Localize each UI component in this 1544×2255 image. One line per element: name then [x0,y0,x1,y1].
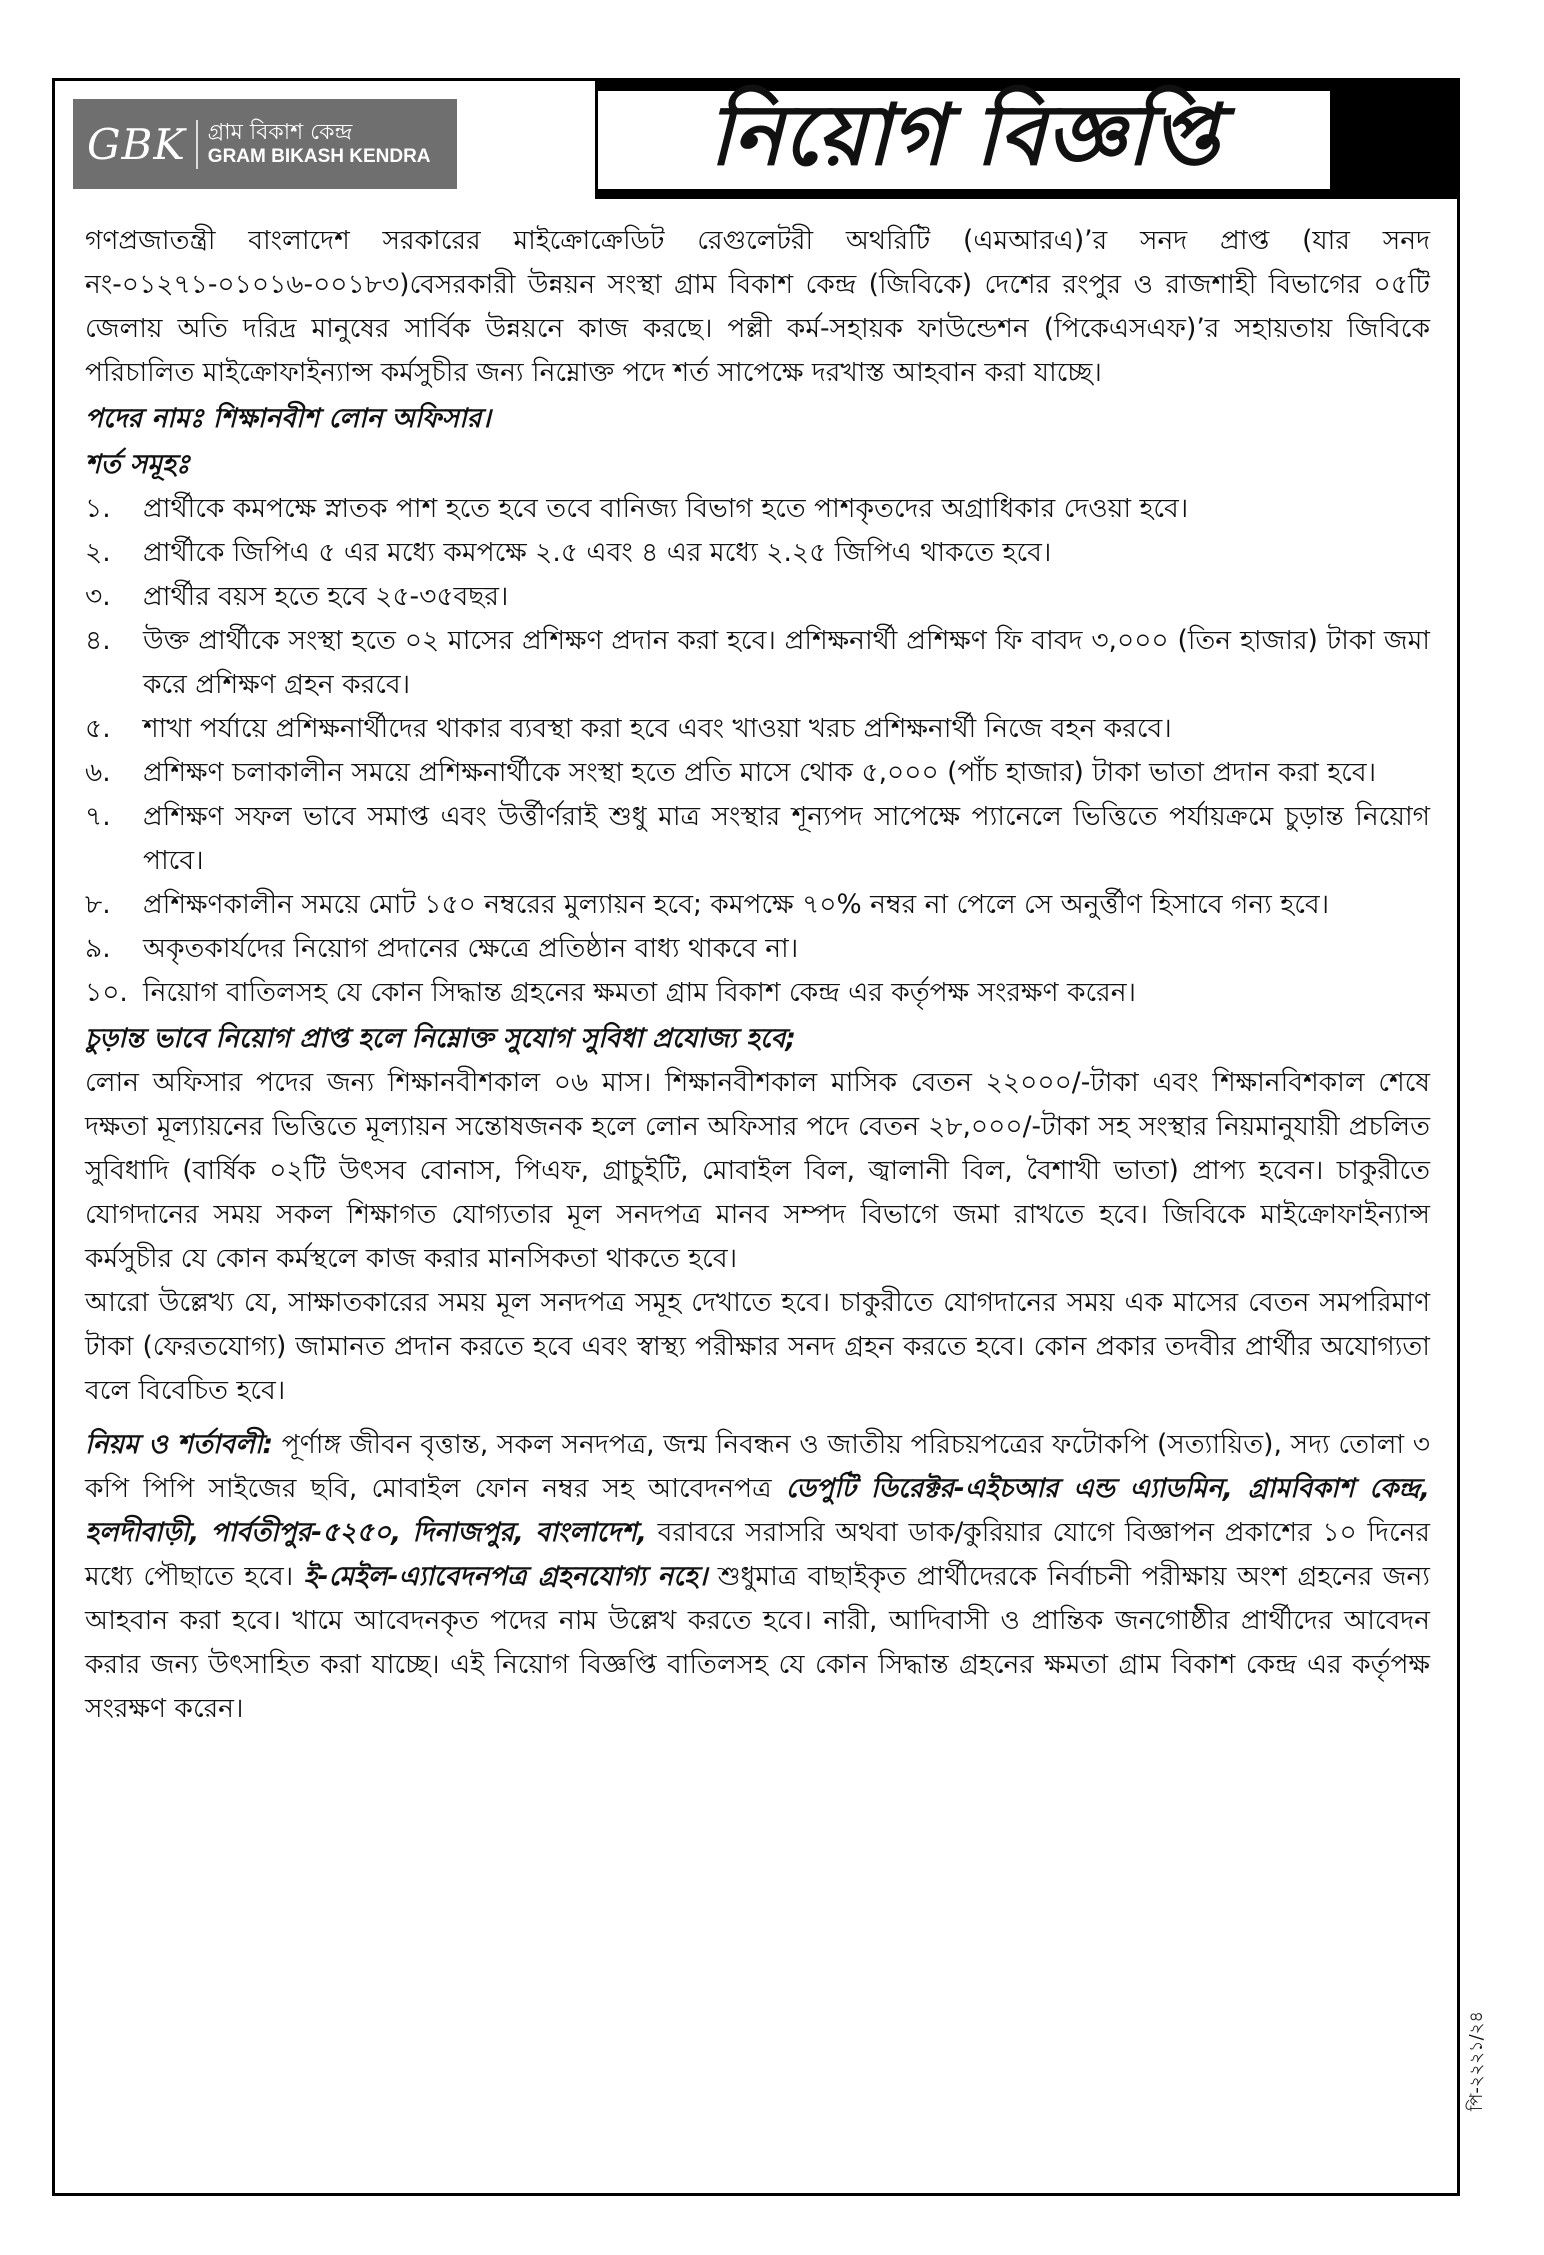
item-number: ২. [85,537,111,568]
item-number: ১০. [85,977,128,1008]
item-text: প্রার্থীকে জিপিএ ৫ এর মধ্যে কমপক্ষে ২.৫ এবং ৪ এর মধ্যে ২.২৫ জিপিএ থাকতে হবে। [143,537,1052,568]
list-item [85,619,1430,707]
list-item [85,795,1430,883]
item-number: ৬. [85,757,111,788]
list-item [85,531,1430,575]
item-text: শাখা পর্যায়ে প্রশিক্ষনার্থীদের থাকার ব্যবস্থা করা হবে এবং খাওয়া খরচ প্রশিক্ষনার্থী নিজে বহন করবে। [143,713,1172,744]
benefits-heading: চুড়ান্ত ভাবে নিয়োগ প্রাপ্ত হলে নিম্নোক্ত সুযোগ সুবিধা প্রযোজ্য হবে; [85,1023,796,1054]
item-number: ৯. [85,933,111,964]
logo-name-bangla: গ্রাম বিকাশ কেন্দ্র [207,120,353,146]
item-text: অকৃতকার্যদের নিয়োগ প্রদানের ক্ষেত্রে প্রতিষ্ঠান বাধ্য থাকবে না। [143,933,799,964]
conditions-list [85,487,1430,1015]
spacer [85,1413,1430,1423]
benefits-paragraph-2: আরো উল্লেখ্য যে, সাক্ষাতকারের সময় মূল সনদপত্র সমূহ দেখাতে হবে। চাকুরীতে যোগদানের সময় এক মাসের বেতন সমপরিমাণ টাকা (ফেরতযোগ্য) জামানত প্রদান করতে হবে এবং স্বাস্থ্য পরীক্ষার সনদ গ্রহন করতে হবে। কোন প্রকার তদবীর প্রার্থীর অযোগ্যতা বলে বিবেচিত হবে। [85,1287,1430,1406]
item-number: ৮. [85,889,111,920]
notice-header [55,81,1457,199]
conditions-heading: শর্ত সমূহঃ [85,449,191,480]
list-item [85,707,1430,751]
benefits-paragraph: লোন অফিসার পদের জন্য শিক্ষানবীশকাল ০৬ মাস। শিক্ষানবীশকাল মাসিক বেতন ২২০০০/-টাকা এবং শিক্ষানবিশকাল শেষে দক্ষতা মূল্যায়নের ভিত্তিতে মূল্যায়ন সন্তোষজনক হলে লোন অফিসার পদে বেতন ২৮,০০০/-টাকা সহ সংস্থার নিয়মানুযায়ী প্রচলিত সুবিধাদি (বার্ষিক ০২টি উৎসব বোনাস, পিএফ, গ্রাচুইটি, মোবাইল বিল, জ্বালানী বিল, বৈশাখী ভাতা) প্রাপ্য হবেন। চাকুরীতে যোগদানের সময় সকল শিক্ষাগত যোগ্যতার মূল সনদপত্র মানব সম্পদ বিভাগে জমা রাখতে হবে। জিবিকে মাইক্রোফাইন্যান্স কর্মসুচীর যে কোন কর্মস্থলে কাজ করার মানসিকতা থাকতে হবে। [85,1067,1430,1274]
notice-frame [52,78,1487,2196]
list-item [85,751,1430,795]
post-heading: পদের নামঃ শিক্ষানবীশ লোন অফিসার। [85,403,491,434]
rules-text-2: বরাবরে সরাসরি অথবা ডাক/কুরিয়ার যোগে বিজ্ঞাপন প্রকাশের ১০ দিনের মধ্যে পৌছাতে হবে। [85,1517,1430,1592]
email-note: ই-মেইল-এ্যাবেদনপত্র গ্রহনযোগ্য নহে। [303,1561,708,1592]
item-number: ৭. [85,801,111,832]
rules-text-3: শুধুমাত্র বাছাইকৃত প্রার্থীদেরকে নির্বাচনী পরীক্ষায় অংশ গ্রহনের জন্য আহবান করা হবে। খামে আবেদনকৃত পদের নাম উল্লেখ করতে হবে। নারী, আদিবাসী ও প্রান্তিক জনগোষ্ঠীর প্রার্থীদের আবেদন করার জন্য উৎসাহিত করা যাচ্ছে। এই নিয়োগ বিজ্ঞপ্তি বাতিলসহ যে কোন সিদ্ধান্ত গ্রহনের ক্ষমতা গ্রাম বিকাশ কেন্দ্র এর কর্তৃপক্ষ সংরক্ষণ করেন। [85,1561,1430,1724]
rules-label: নিয়ম ও শর্তাবলী: [85,1429,274,1460]
page-title: নিয়োগ বিজ্ঞপ্তি [708,84,1220,184]
item-text: প্রশিক্ষণ সফল ভাবে সমাপ্ত এবং উর্ত্তীর্ণরাই শুধু মাত্র সংস্থার শূন্যপদ সাপেক্ষে প্যানেলে ভিত্তিতে পর্যায়ক্রমে চুড়ান্ত নিয়োগ পাবে। [143,801,1430,876]
list-item [85,883,1430,927]
logo-names [208,120,431,167]
rules-paragraph [85,1423,1430,1731]
list-item [85,927,1430,971]
item-number: ৩. [85,581,111,612]
gbk-logo [73,99,457,189]
item-text: প্রার্থীর বয়স হতে হবে ২৫-৩৫বছর। [143,581,509,612]
notice-body [85,219,1430,1731]
list-item [85,487,1430,531]
publication-code: পি-২২২১/২৪ [1466,2010,1487,2111]
rules-text-1: পূর্ণাঙ্গ জীবন বৃত্তান্ত, সকল সনদপত্র, জন্ম নিবন্ধন ও জাতীয় পরিচয়পত্রের ফটোকপি (সত্যায়িত), সদ্য তোলা ৩ কপি পিপি সাইজের ছবি, মোবাইল ফোন নম্বর সহ আবেদনপত্র [85,1429,1430,1504]
logo-abbreviation: GBK [87,120,198,169]
item-text: প্রশিক্ষণ চলাকালীন সময়ে প্রশিক্ষনার্থীকে সংস্থা হতে প্রতি মাসে থোক ৫,০০০ (পাঁচ হাজার) টাকা ভাতা প্রদান করা হবে। [143,757,1377,788]
list-item [85,971,1430,1015]
title-box [595,84,1333,192]
application-address: ডেপুটি ডিরেক্টর-এইচআর এন্ড এ্যাডমিন, গ্রামবিকাশ কেন্দ্র, হলদীবাড়ী, পার্বতীপুর-৫২৫০, দিনাজপুর, বাংলাদেশ, [85,1473,1430,1548]
item-text: প্রার্থীকে কমপক্ষে স্নাতক পাশ হতে হবে তবে বানিজ্য বিভাগ হতে পাশকৃতদের অগ্রাধিকার দেওয়া হবে। [143,493,1189,524]
intro-paragraph: গণপ্রজাতন্ত্রী বাংলাদেশ সরকারের মাইক্রোক্রেডিট রেগুলেটরী অথরিটি (এমআরএ)’র সনদ প্রাপ্ত (যার সনদ নং-০১২৭১-০১০১৬-০০১৮৩)বেসরকারী উন্নয়ন সংস্থা গ্রাম বিকাশ কেন্দ্র (জিবিকে) দেশের রংপুর ও রাজশাহী বিভাগের ০৫টি জেলায় অতি দরিদ্র মানুষের সার্বিক উন্নয়নে কাজ করছে। পল্লী কর্ম-সহায়ক ফাউন্ডেশন (পিকেএসএফ)’র সহায়তায় জিবিকে পরিচালিত মাইক্রোফাইন্যান্স কর্মসুচীর জন্য নিম্নোক্ত পদে শর্ত সাপেক্ষে দরখাস্ত আহবান করা যাচ্ছে। [85,225,1430,388]
item-number: ৪. [85,625,111,656]
logo-name-english: GRAM BIKASH KENDRA [207,145,431,167]
list-item [85,575,1430,619]
item-text: নিয়োগ বাতিলসহ যে কোন সিদ্ধান্ত গ্রহনের ক্ষমতা গ্রাম বিকাশ কেন্দ্র এর কর্তৃপক্ষ সংরক্ষণ করেন। [143,977,1136,1008]
item-number: ৫. [85,713,111,744]
item-text: উক্ত প্রার্থীকে সংস্থা হতে ০২ মাসের প্রশিক্ষণ প্রদান করা হবে। প্রশিক্ষনার্থী প্রশিক্ষণ ফি বাবদ ৩,০০০ (তিন হাজার) টাকা জমা করে প্রশিক্ষণ গ্রহন করবে। [143,625,1430,700]
item-text: প্রশিক্ষণকালীন সময়ে মোট ১৫০ নম্বরের মুল্যায়ন হবে; কমপক্ষে ৭০% নম্বর না পেলে সে অনুর্ত্তীণ হিসাবে গন্য হবে। [143,889,1330,920]
item-number: ১. [85,493,111,524]
